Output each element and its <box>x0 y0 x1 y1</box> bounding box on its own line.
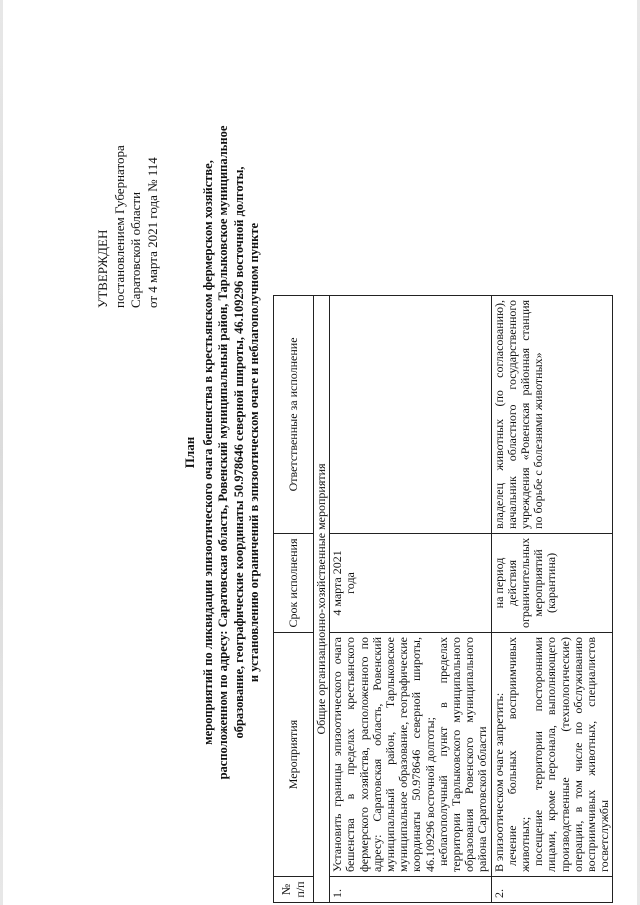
title-line-1: мероприятий по ликвидации эпизоотического очага бешенства в крестьянском фермерском хозяйстве, <box>200 160 215 745</box>
table-row <box>330 295 491 902</box>
measure-paragraph: посещение территории посторонними лицами, кроме персонала, выполняющего производственные (технологические) операции, в том числе по обслуживанию восприимчивых животных, специалистов госветслужбы <box>531 637 612 872</box>
row-number: 2. <box>491 877 613 903</box>
measure-paragraph: Установить границы эпизоотического очага бешенства в пределах крестьянского фермерского хозяйства, расположенного по адресу: Саратовская область, Ровенский муниципальный район, Тарлыковское муниципальное образование, географические координаты 50.978646 северной широты, 46.109296 восточной долготы; <box>330 637 437 872</box>
title-line-4: и установлению ограничений в эпизоотическом очаге и неблагополучном пункте <box>247 222 261 683</box>
row-measures <box>491 633 613 877</box>
table-header-row <box>274 295 314 902</box>
row-deadline: 4 марта 2021 года <box>330 533 491 632</box>
header-deadline: Срок исполнения <box>274 533 314 632</box>
measure-paragraph: неблагополучный пункт в пределах территории Тарлыковского муниципального образования Ровенского муниципального района Саратовской области <box>435 637 490 872</box>
row-responsible: владелец животных (по согласованию), начальник областного государственного учреждения «Ровенская районная станция по борьбе с болезнями животных» <box>491 295 613 533</box>
document-title <box>182 0 263 905</box>
title-line-3: образование, географические координаты 50.978646 северной широты, 46.109296 восточной долготы, <box>231 166 246 739</box>
approval-line-3: Саратовской области <box>128 191 143 308</box>
table-row <box>491 295 613 902</box>
row-number: 1. <box>330 877 491 903</box>
approval-line-1: УТВЕРЖДЕН <box>95 229 110 308</box>
title-line-2: расположенном по адресу: Саратовская область, Ровенский муниципальный район, Тарлыковское муниципальное <box>216 125 230 780</box>
row-responsible <box>330 295 491 533</box>
approval-line-4: от 4 марта 2021 года № 114 <box>144 157 160 308</box>
section-row <box>314 295 330 902</box>
measure-paragraph: лечение больных восприимчивых животных; <box>504 637 533 872</box>
approval-stamp <box>95 145 161 308</box>
plan-table <box>273 295 613 903</box>
measure-paragraph: В эпизоотическом очаге запретить: <box>491 692 506 872</box>
row-measures <box>330 633 491 877</box>
header-responsible: Ответственные за исполнение <box>274 295 314 533</box>
row-deadline: на период действия ограничительных мероприятий (карантина) <box>491 533 613 632</box>
section-title: Общие организационно-хозяйственные мероприятия <box>314 295 330 902</box>
title-heading: План <box>182 436 197 469</box>
approval-line-2: постановлением Губернатора <box>111 145 127 308</box>
header-num: № п/п <box>274 877 314 903</box>
header-measures: Мероприятия <box>274 633 314 877</box>
